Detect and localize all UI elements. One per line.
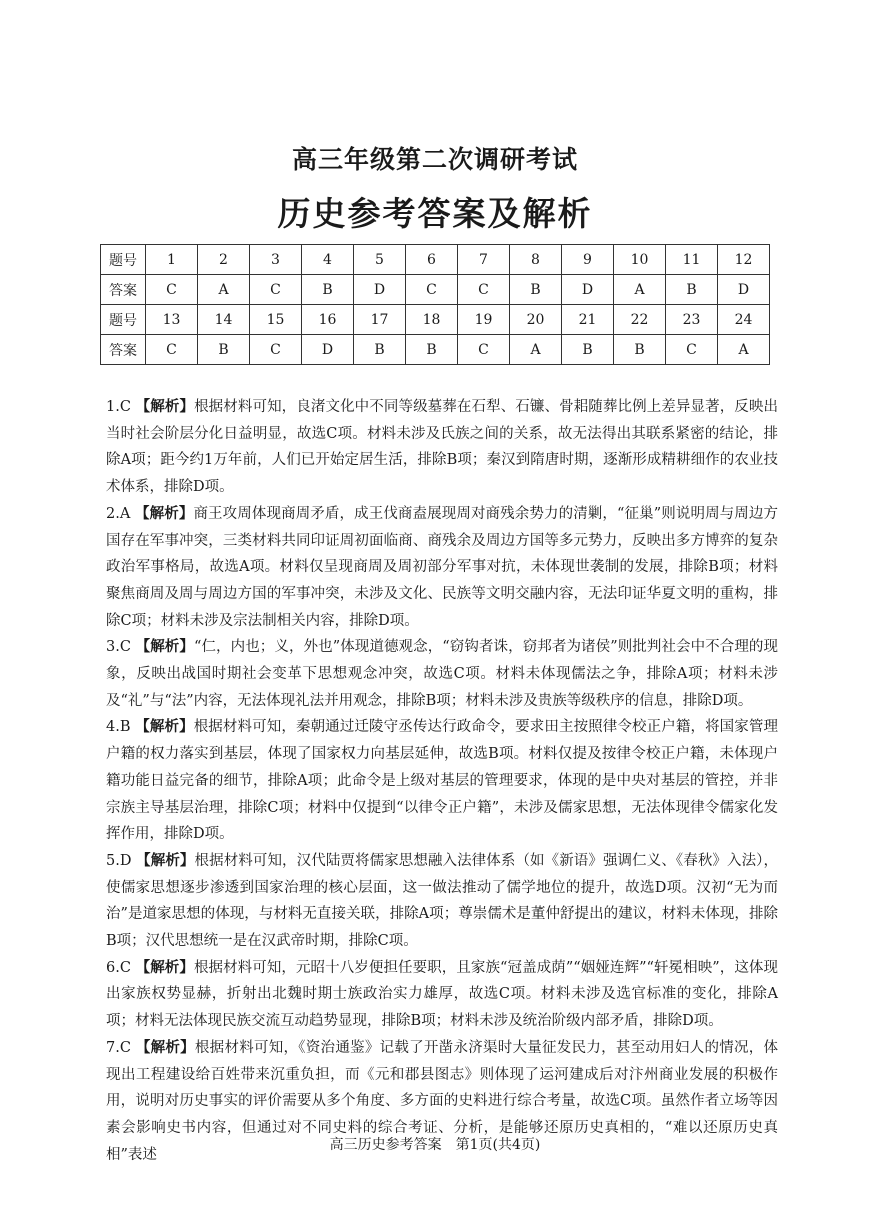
table-cell: 22: [614, 305, 666, 335]
explanation-item: [92, 634, 778, 714]
table-cell: C: [458, 275, 510, 305]
table-cell: 14: [198, 305, 250, 335]
table-cell: 6: [406, 245, 458, 275]
item-text: 根据材料可知，《资治通鉴》记载了开凿永济渠时大量征发民力，甚至动用妇人的情况，体现出工程建设给百姓带来沉重负担，而《元和郡县图志》则体现了运河建成后对汴州商业发展的积极作用，说明对历史事实的评价需要从多个角度、多方面的史料进行综合考量，故选C项。虽然作者立场等因素会影响史书内容，但通过对不同史料的综合考证、分析，是能够还原历史真相的，“难以还原历史真相”表述: [106, 1039, 779, 1163]
table-cell: B: [614, 335, 666, 365]
analysis-tag: 【解析】: [135, 719, 194, 736]
answer-table: [100, 244, 770, 365]
table-cell: A: [198, 275, 250, 305]
explanation-list: [92, 394, 778, 1168]
item-text: “仁，内也；义，外也”体现道德观念，“窃钩者诛，窃邦者为诸侯”则批判社会中不合理的现象，反映出战国时期社会变革下思想观念冲突，故选C项。材料未体现儒法之争，排除A项；材料未涉及“礼”与“法”内容，无法体现礼法并用观念，排除B项；材料未涉及贵族等级秩序的信息，排除D项。: [106, 639, 779, 709]
table-cell: B: [198, 335, 250, 365]
table-cell: C: [250, 335, 302, 365]
row-label-number: 题号: [101, 305, 146, 335]
table-cell: D: [562, 275, 614, 305]
item-text: 根据材料可知，元昭十八岁便担任要职，且家族“冠盖成荫”“姻娅连辉”“轩冕相映”，这体现出家族权势显赫，折射出北魏时期士族政治实力雄厚，故选C项。材料未涉及选官标准的变化，排除A项；材料无法体现民族交流互动趋势显现，排除B项；材料未涉及统治阶级内部矛盾，排除D项。: [106, 959, 778, 1030]
table-cell: B: [510, 275, 562, 305]
analysis-tag: 【解析】: [135, 505, 194, 522]
table-cell: B: [354, 335, 406, 365]
analysis-tag: 【解析】: [135, 1039, 195, 1056]
explanation-item: [92, 501, 778, 635]
item-number: 6.C: [106, 959, 131, 976]
table-cell: A: [614, 275, 666, 305]
table-cell: B: [302, 275, 354, 305]
table-cell: D: [354, 275, 406, 305]
analysis-tag: 【解析】: [135, 639, 194, 656]
table-row-answers-2: [101, 335, 770, 365]
table-cell: B: [666, 275, 718, 305]
table-cell: 21: [562, 305, 614, 335]
table-cell: C: [146, 275, 198, 305]
table-cell: 8: [510, 245, 562, 275]
explanation-item: [92, 955, 778, 1035]
table-cell: 23: [666, 305, 718, 335]
table-cell: 11: [666, 245, 718, 275]
table-cell: 1: [146, 245, 198, 275]
table-cell: 12: [718, 245, 770, 275]
explanation-item: [92, 714, 778, 848]
table-cell: 16: [302, 305, 354, 335]
page-subtitle: 历史参考答案及解析: [277, 194, 593, 233]
page-title: 高三年级第二次调研考试: [291, 145, 578, 174]
table-cell: A: [510, 335, 562, 365]
row-label-answer: 答案: [101, 335, 146, 365]
table-row-numbers-2: [101, 305, 770, 335]
table-row-answers-1: [101, 275, 770, 305]
explanation-item: [92, 394, 778, 501]
table-cell: 9: [562, 245, 614, 275]
table-cell: D: [302, 335, 354, 365]
table-cell: 2: [198, 245, 250, 275]
table-cell: 7: [458, 245, 510, 275]
table-cell: C: [250, 275, 302, 305]
table-cell: 18: [406, 305, 458, 335]
item-number: 3.C: [106, 639, 131, 656]
table-cell: B: [562, 335, 614, 365]
analysis-tag: 【解析】: [135, 959, 194, 976]
table-cell: 13: [146, 305, 198, 335]
item-number: 4.B: [106, 719, 131, 736]
analysis-tag: 【解析】: [136, 852, 195, 869]
item-text: 商王攻周体现商周矛盾，成王伐商盍展现周对商残余势力的清剿，“征巢”则说明周与周边方国存在军事冲突，三类材料共同印证周初面临商、商残余及周边方国等多元势力，反映出多方博弈的复杂政治军事格局，故选A项。材料仅呈现商周及周初部分军事对抗，未体现世袭制的发展，排除B项；材料聚焦商周及周与周边方国的军事冲突，未涉及文化、民族等文明交融内容，无法印证华夏文明的重构，排除C项；材料未涉及宗法制相关内容，排除D项。: [106, 505, 778, 629]
item-text: 根据材料可知，良渚文化中不同等级墓葬在石犁、石镰、骨耜随葬比例上差异显著，反映出当时社会阶层分化日益明显，故选C项。材料未涉及氏族之间的关系，故无法得出其联系紧密的结论，排除A项；距今约1万年前，人们已开始定居生活，排除B项；秦汉到隋唐时期，逐渐形成精耕细作的农业技术体系，排除D项。: [106, 399, 779, 496]
table-cell: 3: [250, 245, 302, 275]
table-cell: C: [406, 275, 458, 305]
table-cell: 4: [302, 245, 354, 275]
table-cell: C: [666, 335, 718, 365]
page-footer: 高三历史参考答案 第1页(共4页): [329, 1137, 541, 1153]
item-number: 7.C: [106, 1039, 131, 1056]
item-text: 根据材料可知，汉代陆贾将儒家思想融入法律体系（如《新语》强调仁义、《春秋》入法），使儒家思想逐步渗透到国家治理的核心层面，这一做法推动了儒学地位的提升，故选D项。汉初“无为而治”是道家思想的体现，与材料无直接关联，排除A项；尊崇儒术是董仲舒提出的建议，材料未体现，排除B项；汉代思想统一是在汉武帝时期，排除C项。: [106, 852, 779, 950]
item-text: 根据材料可知，秦朝通过迁陵守丞传达行政命令，要求田主按照律令校正户籍，将国家管理户籍的权力落实到基层，体现了国家权力向基层延伸，故选B项。材料仅提及按律令校正户籍，未体现户籍功能日益完备的细节，排除A项；此命令是上级对基层的管理要求，体现的是中央对基层的管控，并非宗族主导基层治理，排除C项；材料中仅提到“以律令正户籍”，未涉及儒家思想，无法体现律令儒家化发挥作用，排除D项。: [106, 719, 779, 843]
item-number: 2.A: [106, 505, 131, 522]
table-cell: 24: [718, 305, 770, 335]
table-cell: 15: [250, 305, 302, 335]
table-cell: 20: [510, 305, 562, 335]
item-number: 5.D: [106, 852, 132, 869]
item-number: 1.C: [106, 399, 131, 415]
table-cell: 19: [458, 305, 510, 335]
table-cell: 10: [614, 245, 666, 275]
table-row-numbers-1: [101, 245, 770, 275]
table-cell: B: [406, 335, 458, 365]
explanation-item: [92, 848, 778, 955]
row-label-number: 题号: [101, 245, 146, 275]
table-cell: A: [718, 335, 770, 365]
analysis-tag: 【解析】: [135, 399, 195, 415]
table-cell: 5: [354, 245, 406, 275]
row-label-answer: 答案: [101, 275, 146, 305]
table-cell: D: [718, 275, 770, 305]
table-cell: 17: [354, 305, 406, 335]
table-cell: C: [458, 335, 510, 365]
table-cell: C: [146, 335, 198, 365]
